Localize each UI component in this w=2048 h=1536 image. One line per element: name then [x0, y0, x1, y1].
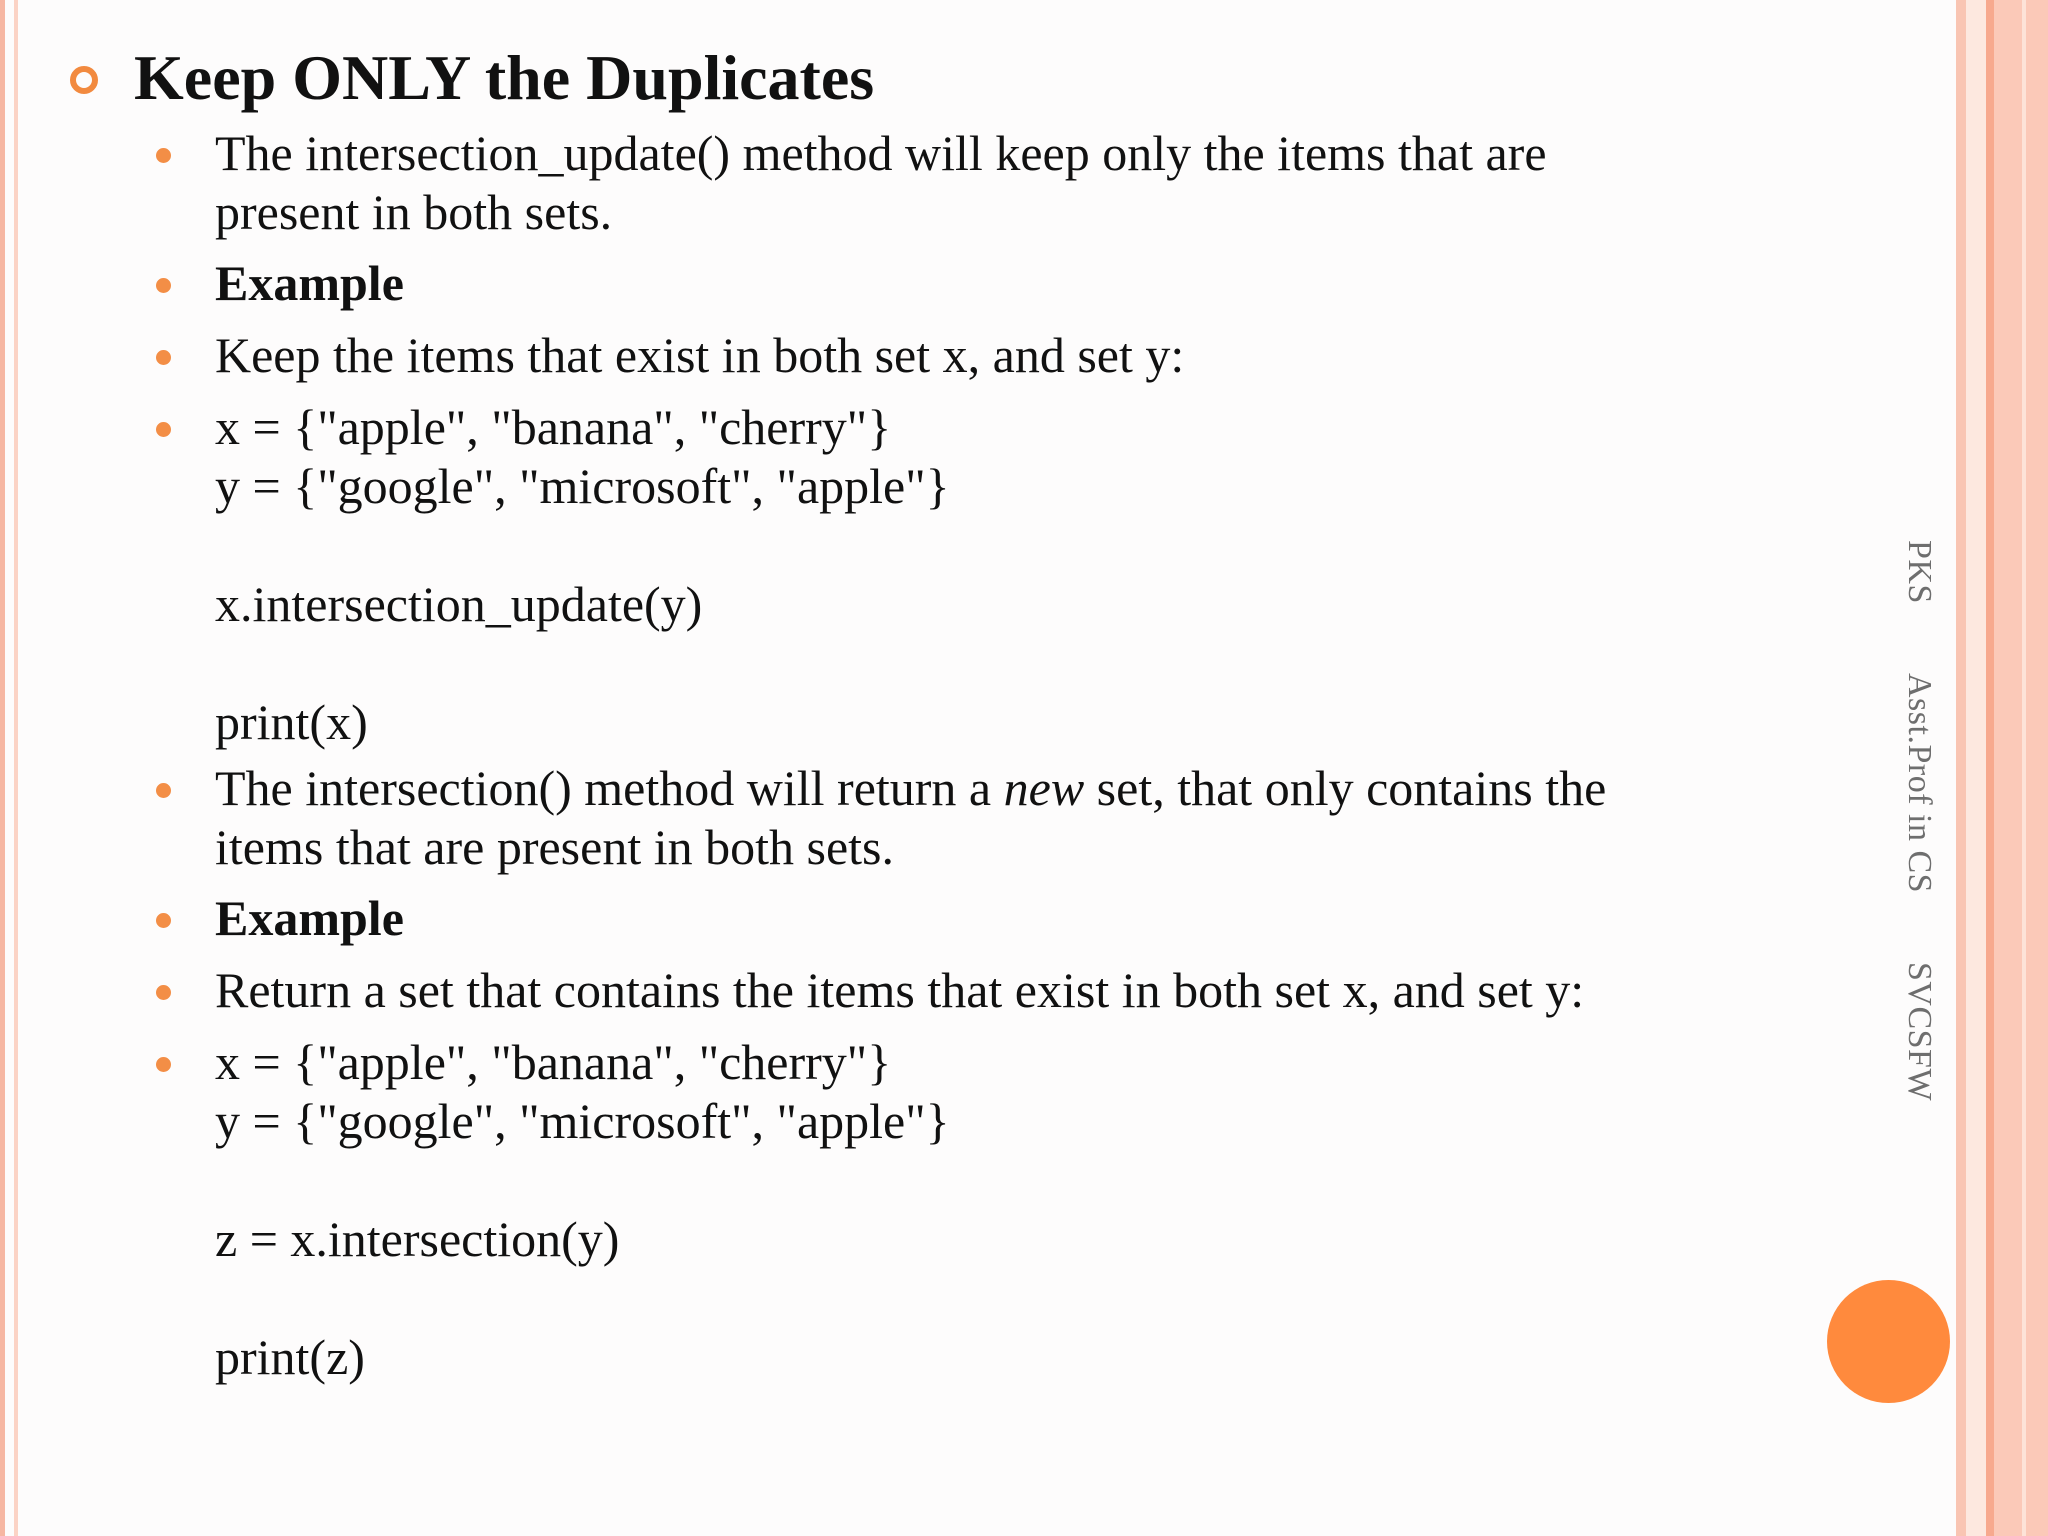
list-item-text: Return a set that contains the items that exist in both set x, and set y:: [215, 962, 1585, 1018]
italic-word: new: [1003, 760, 1085, 816]
vertical-footer: [1900, 540, 1938, 1161]
left-border-inner-stripe: [14, 0, 18, 1536]
bullet-dot-icon: [156, 350, 171, 365]
code-block: [215, 398, 950, 752]
text-segment: set, that only contains the: [1084, 760, 1607, 816]
list-item-text: Keep the items that exist in both set x, and set y:: [215, 327, 1185, 383]
ring-bullet-icon: [70, 66, 98, 94]
list-item: [156, 124, 1996, 242]
code-line: z = x.intersection(y): [215, 1211, 620, 1267]
list-item: [156, 961, 1996, 1020]
slide-title: Keep ONLY the Duplicates: [134, 42, 875, 113]
blank-line: [215, 516, 950, 575]
bullet-dot-icon: [156, 985, 171, 1000]
blank-line: [215, 634, 950, 693]
list-item-text: [215, 759, 1606, 877]
left-border-stripe: [0, 0, 5, 1536]
code-block: [215, 1033, 950, 1387]
code-line: y = {"google", "microsoft", "apple"}: [215, 458, 950, 514]
footer-institution: SVCSFW: [1901, 961, 1938, 1101]
code-line: print(x): [215, 694, 368, 750]
list-item-text: [215, 124, 1547, 242]
bullet-dot-icon: [156, 783, 171, 798]
code-line: x = {"apple", "banana", "cherry"}: [215, 1034, 892, 1090]
footer-author: PKS: [1901, 540, 1938, 604]
list-item: [156, 398, 1996, 752]
bullet-dot-icon: [156, 913, 171, 928]
text-line: The intersection_update() method will keep only the items that are: [215, 125, 1547, 181]
orange-circle-decoration: [1827, 1280, 1950, 1403]
list-item: [156, 1033, 1996, 1387]
bullet-dot-icon: [156, 148, 171, 163]
text-line: [215, 759, 1606, 818]
blank-line: [215, 1151, 950, 1210]
bullet-dot-icon: [156, 422, 171, 437]
code-line: y = {"google", "microsoft", "apple"}: [215, 1093, 950, 1149]
list-item: [156, 759, 1996, 877]
footer-designation: Asst.Prof in CS: [1901, 672, 1938, 893]
code-line: print(z): [215, 1329, 365, 1385]
blank-line: [215, 1269, 950, 1328]
slide-heading-row: [70, 40, 874, 116]
right-border-stripe: [1994, 0, 2048, 1536]
text-line: items that are present in both sets.: [215, 819, 895, 875]
right-border-stripe: [2022, 0, 2026, 1536]
list-item: [156, 889, 1996, 948]
bullet-dot-icon: [156, 278, 171, 293]
code-line: x = {"apple", "banana", "cherry"}: [215, 399, 892, 455]
example-label: Example: [215, 255, 404, 311]
example-label: Example: [215, 890, 404, 946]
list-item: [156, 326, 1996, 385]
list-item: [156, 254, 1996, 313]
bullet-dot-icon: [156, 1057, 171, 1072]
text-segment: The intersection() method will return a: [215, 760, 1004, 816]
text-line: present in both sets.: [215, 184, 613, 240]
code-line: x.intersection_update(y): [215, 576, 703, 632]
